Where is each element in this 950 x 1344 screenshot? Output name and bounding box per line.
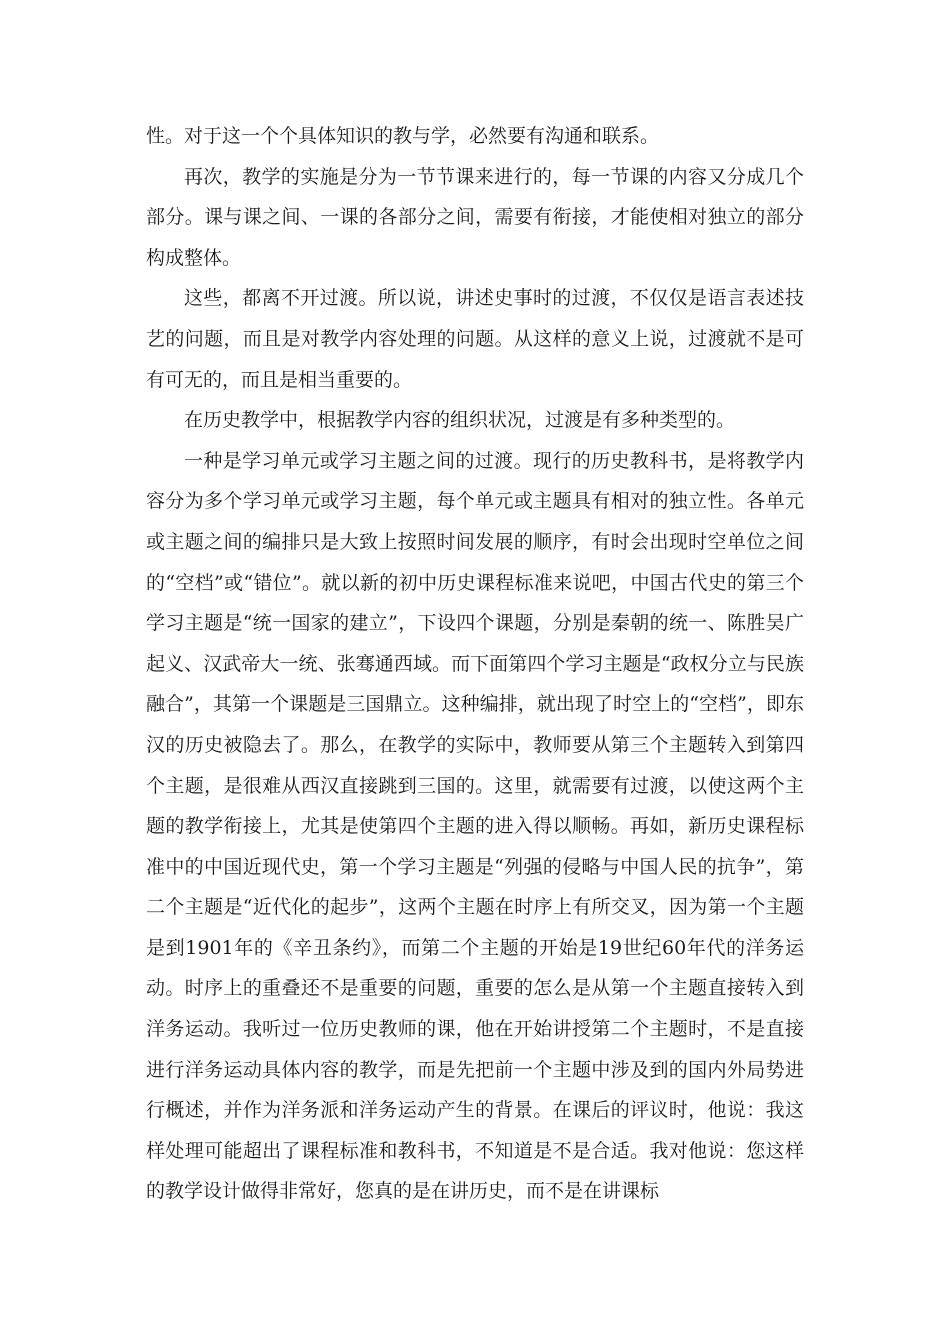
paragraph: 再次，教学的实施是分为一节节课来进行的，每一节课的内容又分成几个部分。课与课之间、一课的各部分之间，需要有衔接，才能使相对独立的部分构成整体。 <box>146 165 804 269</box>
document-body <box>146 116 804 1212</box>
paragraph: 这些，都离不开过渡。所以说，讲述史事时的过渡，不仅仅是语言表述技艺的问题，而且是对教学内容处理的问题。从这样的意义上说，过渡就不是可有可无的，而且是相当重要的。 <box>146 287 804 391</box>
paragraph: 在历史教学中，根据教学内容的组织状况，过渡是有多种类型的。 <box>184 409 736 432</box>
paragraph: 一种是学习单元或学习主题之间的过渡。现行的历史教科书，是将教学内容分为多个学习单元或学习主题，每个单元或主题具有相对的独立性。各单元或主题之间的编排只是大致上按照时间发展的顺序，有时会出现时空单位之间的“空档”或“错位”。就以新的初中历史课程标准来说吧，中国古代史的第三个学习主题是“统一国家的建立”，下设四个课题，分别是秦朝的统一、陈胜吴广起义、汉武帝大一统、张骞通西域。而下面第四个学习主题是“政权分立与民族融合”，其第一个课题是三国鼎立。这种编排，就出现了时空上的“空档”，即东汉的历史被隐去了。那么，在教学的实际中，教师要从第三个主题转入到第四个主题，是很难从西汉直接跳到三国的。这里，就需要有过渡，以使这两个主题的教学衔接上，尤其是使第四个主题的进入得以顺畅。再如，新历史课程标准中的中国近现代史，第一个学习主题是“列强的侵略与中国人民的抗争”，第二个主题是“近代化的起步”，这两个主题在时序上有所交叉，因为第一个主题是到1901年的《辛丑条约》，而第二个主题的开始是19世纪60年代的洋务运动。时序上的重叠还不是重要的问题，重要的怎么是从第一个主题直接转入到洋务运动。我听过一位历史教师的课，他在开始讲授第二个主题时，不是直接进行洋务运动具体内容的教学，而是先把前一个主题中涉及到的国内外局势进行概述，并作为洋务派和洋务运动产生的背景。在课后的评议时，他说：我这样处理可能超出了课程标准和教科书，不知道是不是合适。我对他说：您这样的教学设计做得非常好，您真的是在讲历史，而不是在讲课标 <box>146 449 804 1203</box>
paragraph-continuation: 性。对于这一个个具体知识的教与学，必然要有沟通和联系。 <box>146 125 660 147</box>
